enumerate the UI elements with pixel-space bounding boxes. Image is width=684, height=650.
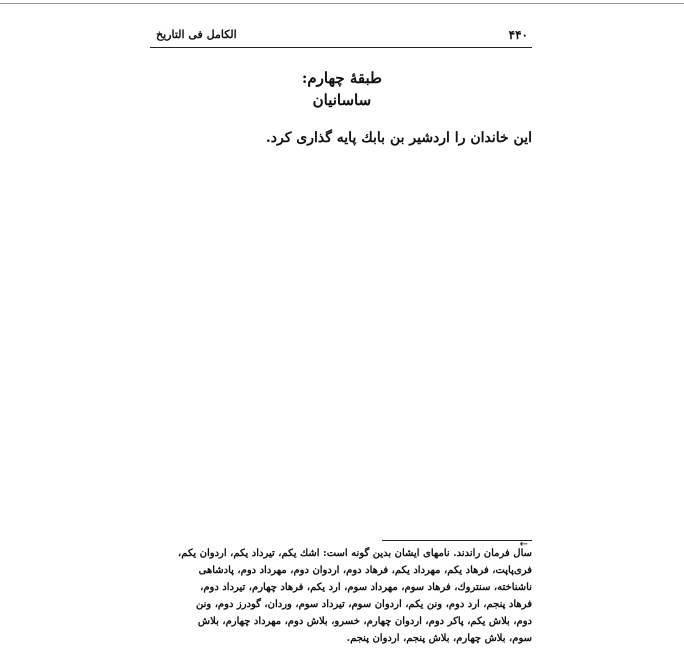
page-number: ۴۴۰	[508, 28, 528, 42]
book-title: الکامل فی التاریخ	[156, 28, 237, 41]
footnote-line: سال فرمان راندند. نامهای ایشان بدین گونه است: اشك یكم، تیرداد یكم، اردوان یكم،	[177, 548, 532, 559]
footnote-line: دوم، بلاش یكم، پاكر دوم، اردوان چهارم، خسرو، بلاش دوم، مهرداد چهارم، بلاش	[197, 616, 532, 627]
footnote-line: سوم، بلاش چهارم، بلاش پنجم، اردوان پنجم.	[346, 633, 532, 644]
footnote-rule	[382, 540, 532, 541]
running-header	[150, 20, 532, 48]
intro-paragraph: این خاندان را اردشیر بن بابك پایه گذاری کرد.	[265, 130, 532, 146]
footnote	[150, 545, 532, 647]
footnote-line: فری‌پاپت، فرهاد یكم، مهرداد یكم، فرهاد دوم، اردوان دوم، مهرداد دوم، پادشاهی	[198, 565, 532, 576]
viewer-top-border	[0, 3, 684, 4]
footnote-continuation-arrow-icon: ←	[519, 539, 528, 550]
footnote-line: فرهاد پنجم، ارد دوم، ونن یكم، اردوان سوم، تیرداد سوم، وردان، گودرز دوم، ونن	[195, 599, 532, 610]
book-page	[150, 20, 532, 642]
footnote-line: ناشناخته، سنتروك، فرهاد سوم، مهرداد سوم، ارد یكم، فرهاد چهارم، تیرداد دوم،	[200, 582, 532, 593]
section-heading-line-2: ساسانیان	[312, 91, 372, 109]
section-heading	[302, 67, 382, 111]
section-heading-line-1: طبقهٔ چهارم:	[301, 69, 382, 87]
